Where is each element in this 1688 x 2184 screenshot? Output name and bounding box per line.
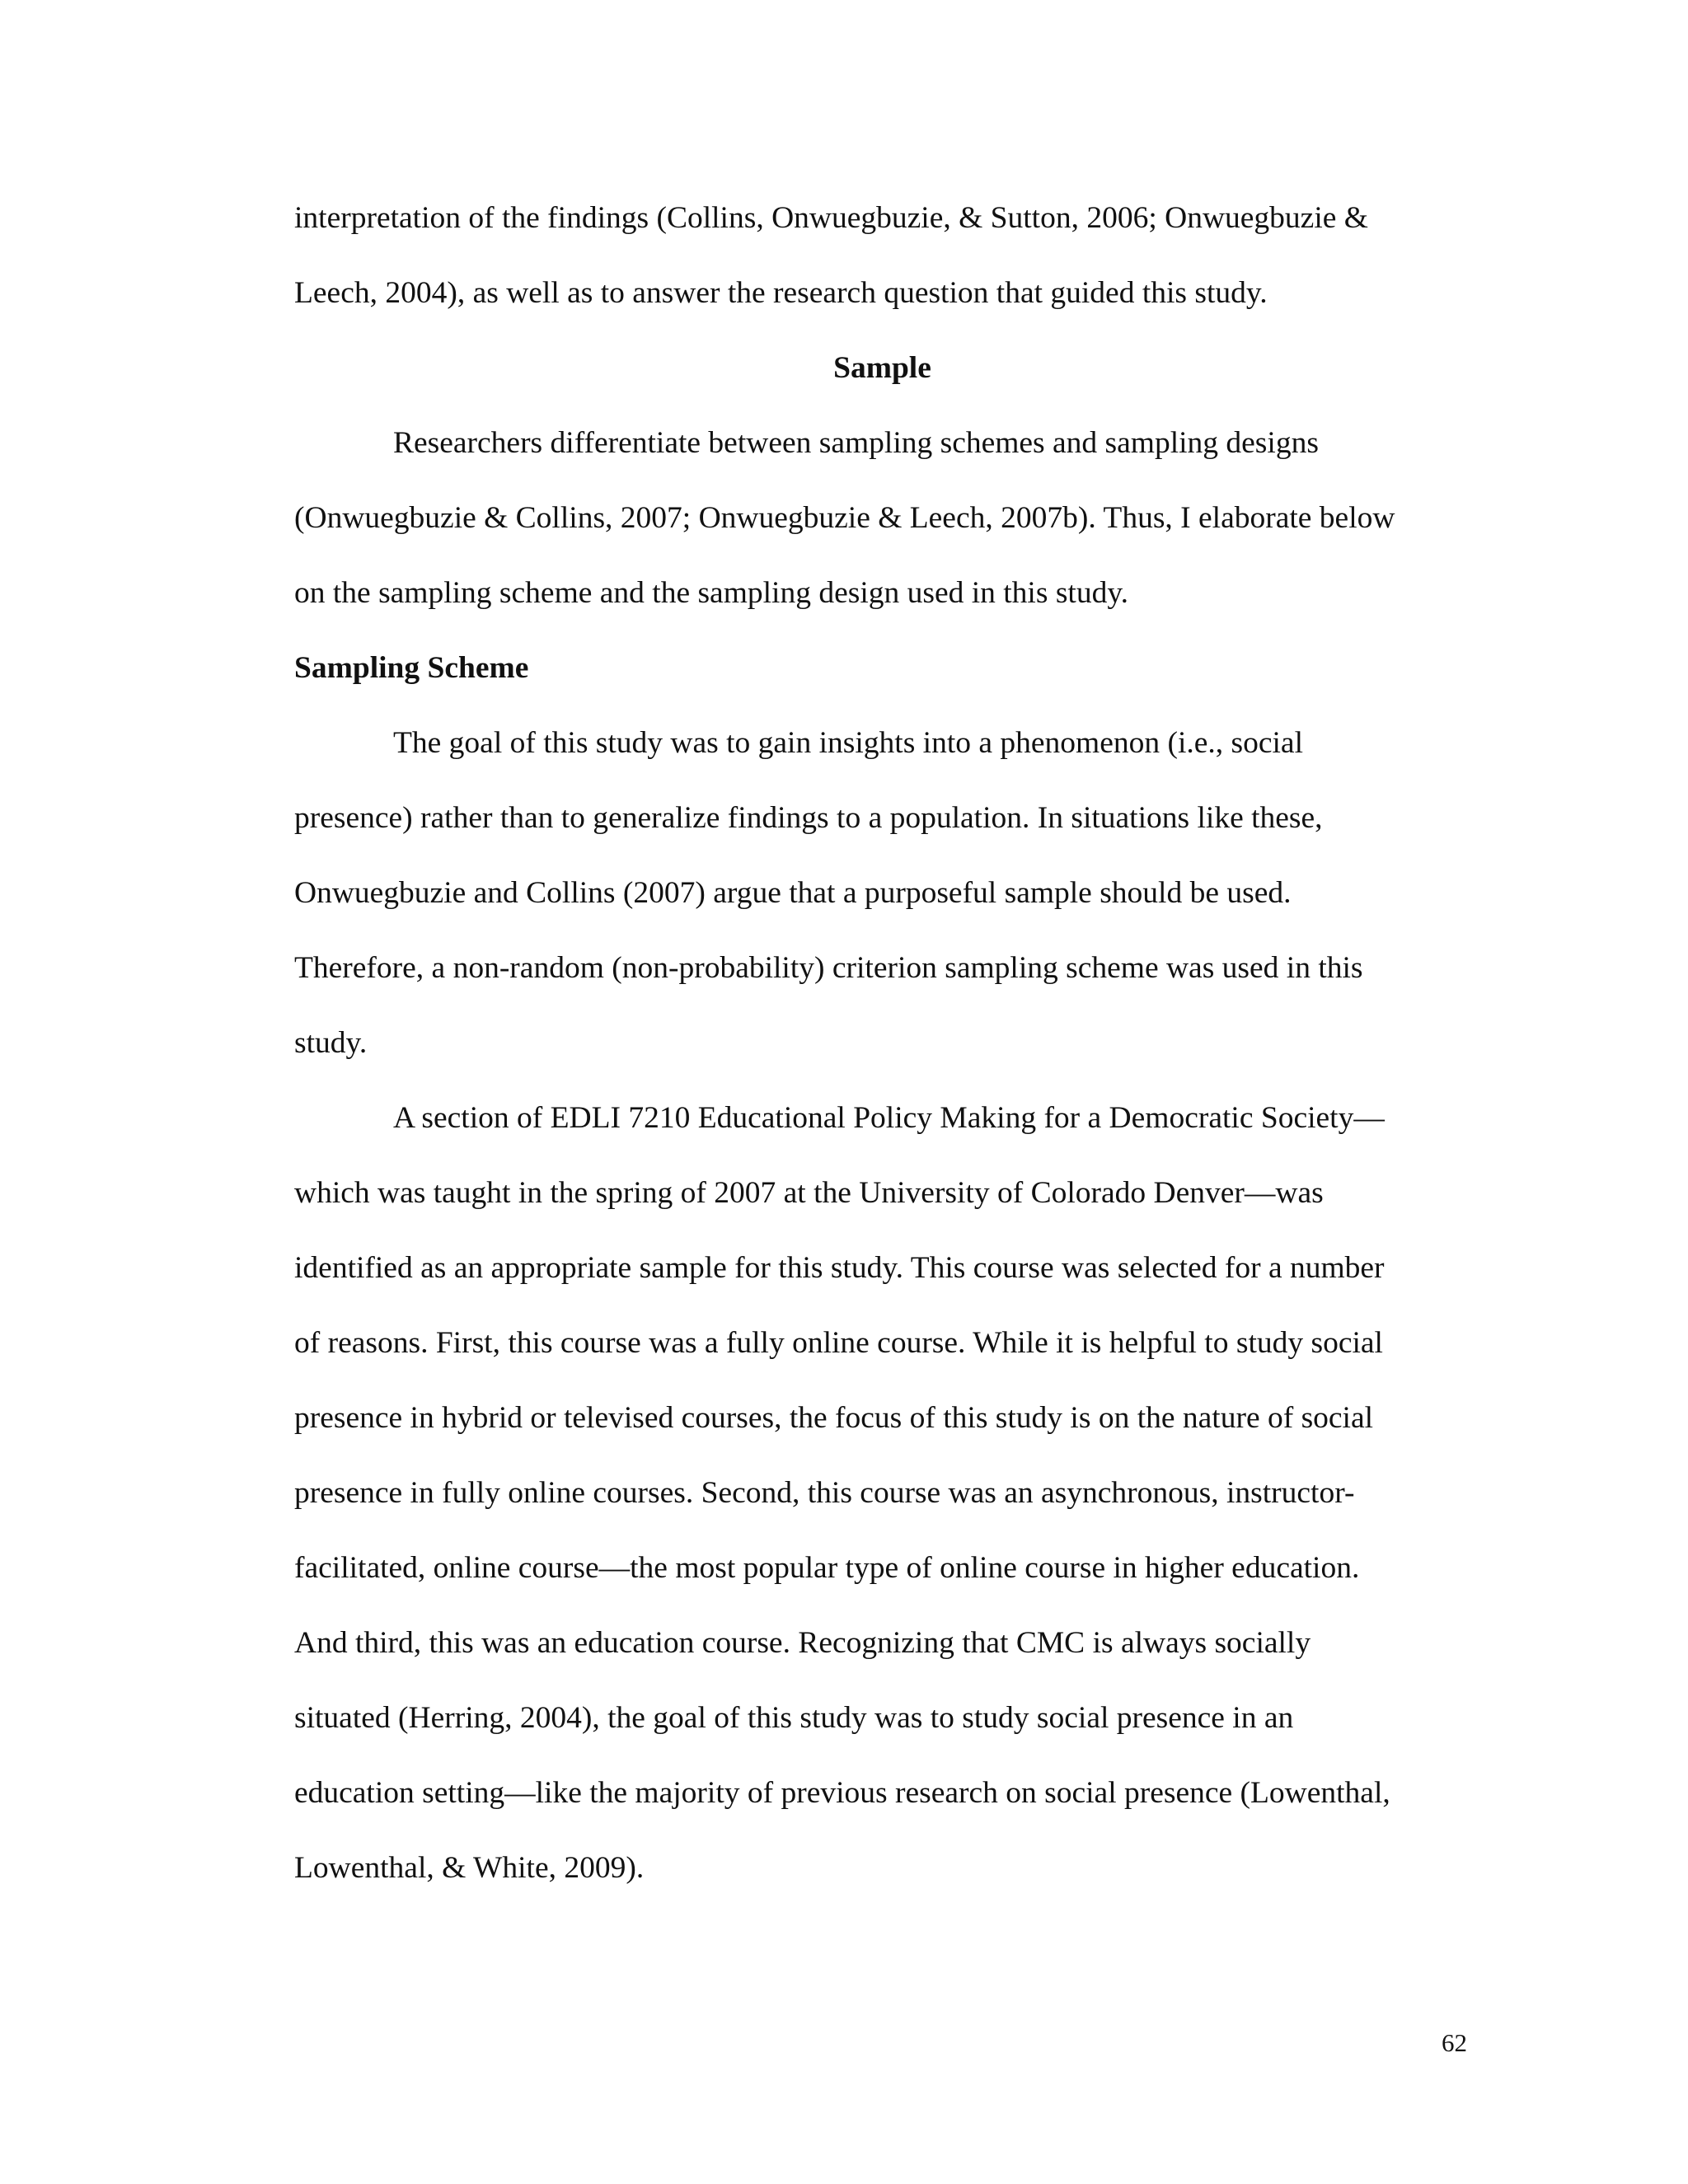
section-heading: Sample xyxy=(833,351,931,385)
text-line: Lowenthal, & White, 2009). xyxy=(294,1851,645,1885)
text-line: (Onwuegbuzie & Collins, 2007; Onwuegbuzie & Leech, 2007b). Thus, I elaborate below xyxy=(294,501,1395,535)
text-line: And third, this was an education course. Recognizing that CMC is always socially xyxy=(294,1626,1311,1660)
text-line: A section of EDLI 7210 Educational Policy Making for a Democratic Society— xyxy=(393,1101,1385,1135)
text-line: interpretation of the findings (Collins, Onwuegbuzie, & Sutton, 2006; Onwuegbuzie & xyxy=(294,201,1368,235)
text-line: study. xyxy=(294,1026,368,1060)
text-line: presence in fully online courses. Second, this course was an asynchronous, instructor- xyxy=(294,1476,1355,1510)
text-line: The goal of this study was to gain insights into a phenomenon (i.e., social xyxy=(393,726,1303,760)
text-line: presence in hybrid or televised courses, the focus of this study is on the nature of social xyxy=(294,1401,1374,1435)
text-line: of reasons. First, this course was a fully online course. While it is helpful to study social xyxy=(294,1326,1383,1360)
subheading: Sampling Scheme xyxy=(294,651,529,685)
text-line: on the sampling scheme and the sampling design used in this study. xyxy=(294,576,1129,610)
text-line: education setting—like the majority of previous research on social presence (Lowenthal, xyxy=(294,1776,1390,1810)
text-line: identified as an appropriate sample for this study. This course was selected for a number xyxy=(294,1251,1385,1285)
text-line: presence) rather than to generalize findings to a population. In situations like these, xyxy=(294,801,1323,835)
text-line: facilitated, online course—the most popular type of online course in higher education. xyxy=(294,1551,1360,1585)
text-line: Researchers differentiate between sampling schemes and sampling designs xyxy=(393,426,1319,460)
text-line: which was taught in the spring of 2007 at the University of Colorado Denver—was xyxy=(294,1176,1324,1210)
text-line: Onwuegbuzie and Collins (2007) argue that a purposeful sample should be used. xyxy=(294,876,1292,910)
page-number: 62 xyxy=(1442,2028,1467,2057)
text-line: situated (Herring, 2004), the goal of this study was to study social presence in an xyxy=(294,1701,1294,1735)
text-line: Leech, 2004), as well as to answer the research question that guided this study. xyxy=(294,276,1268,310)
text-line: Therefore, a non-random (non-probability) criterion sampling scheme was used in this xyxy=(294,951,1363,985)
